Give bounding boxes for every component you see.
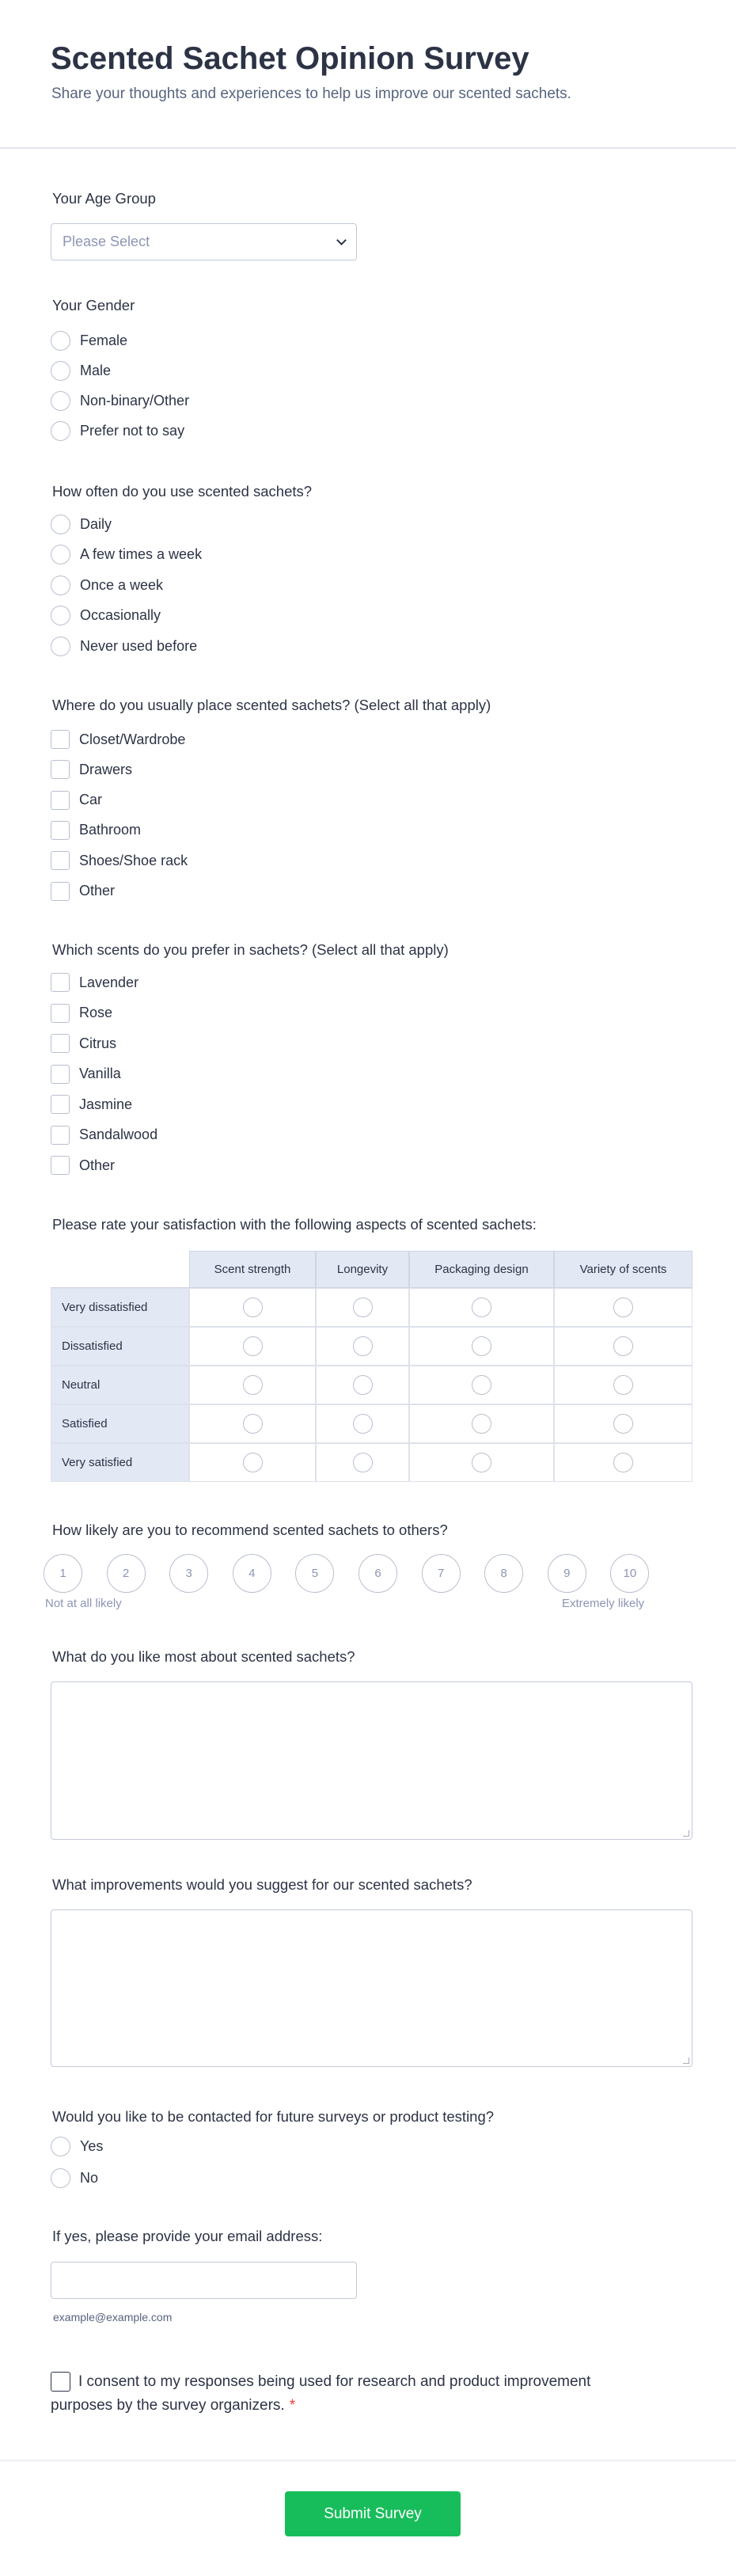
gender-option[interactable]: [51, 390, 189, 412]
satisfaction-matrix: [51, 1251, 692, 1482]
placement-option-label: Bathroom: [79, 822, 142, 838]
scents-option-label: Rose: [79, 1005, 113, 1020]
scale-option-9[interactable]: 9: [548, 1554, 586, 1593]
matrix-radio[interactable]: [613, 1297, 633, 1317]
placement-option-label: Other: [79, 883, 116, 899]
placement-option[interactable]: [51, 819, 141, 842]
matrix-cell[interactable]: [316, 1366, 409, 1404]
page-title: Scented Sachet Opinion Survey: [51, 41, 529, 76]
matrix-radio[interactable]: [613, 1375, 633, 1395]
age-group-label: Your Age Group: [52, 190, 156, 207]
checkbox[interactable]: [51, 1126, 70, 1145]
frequency-option-label: Occasionally: [80, 607, 161, 623]
contact-option[interactable]: [51, 2167, 98, 2189]
likes-label: What do you like most about scented sachets?: [52, 1648, 355, 1665]
improvements-label: What improvements would you suggest for our scented sachets?: [52, 1876, 472, 1893]
matrix-row: [51, 1327, 692, 1366]
matrix-column-header: Packaging design: [409, 1251, 554, 1288]
scents-option-label: Jasmine: [79, 1096, 133, 1112]
scents-option[interactable]: [51, 1093, 132, 1115]
gender-option[interactable]: [51, 359, 111, 382]
matrix-cell[interactable]: [409, 1366, 554, 1404]
placement-option[interactable]: [51, 728, 185, 750]
contact-option-label: Yes: [80, 2137, 104, 2154]
checkbox[interactable]: [51, 821, 70, 840]
age-group-placeholder: Please Select: [63, 234, 150, 249]
radio-button[interactable]: [51, 361, 70, 381]
placement-option-label: Shoes/Shoe rack: [79, 852, 188, 868]
frequency-option-label: Once a week: [80, 576, 164, 593]
scents-option[interactable]: [51, 1002, 112, 1024]
matrix-radio[interactable]: [613, 1453, 633, 1472]
matrix-radio[interactable]: [353, 1414, 373, 1434]
scale-option-8[interactable]: 8: [484, 1554, 523, 1593]
scents-option[interactable]: [51, 1032, 116, 1054]
matrix-radio[interactable]: [353, 1336, 373, 1356]
radio-button[interactable]: [51, 421, 70, 441]
scale-option-7[interactable]: 7: [422, 1554, 461, 1593]
scents-option[interactable]: [51, 971, 138, 994]
scents-option[interactable]: [51, 1154, 115, 1176]
matrix-row-label: Satisfied: [51, 1404, 189, 1443]
chevron-down-icon: [336, 235, 347, 245]
matrix-row: [51, 1366, 692, 1404]
scale-option-4[interactable]: 4: [233, 1554, 271, 1593]
scale-option-10[interactable]: 10: [610, 1554, 649, 1593]
matrix-cell[interactable]: [409, 1327, 554, 1366]
checkbox[interactable]: [51, 973, 70, 992]
matrix-cell[interactable]: [554, 1404, 692, 1443]
matrix-cell[interactable]: [316, 1443, 409, 1482]
page-subtitle: Share your thoughts and experiences to help us improve our scented sachets.: [51, 85, 571, 102]
email-input[interactable]: [51, 2262, 357, 2299]
matrix-row-label: Very dissatisfied: [51, 1288, 189, 1327]
matrix-radio[interactable]: [613, 1414, 633, 1434]
matrix-radio[interactable]: [472, 1453, 491, 1472]
placement-option[interactable]: [51, 880, 115, 902]
matrix-cell[interactable]: [554, 1443, 692, 1482]
frequency-option[interactable]: [51, 605, 161, 627]
checkbox[interactable]: [51, 1034, 70, 1053]
matrix-cell[interactable]: [409, 1288, 554, 1327]
resize-handle-icon[interactable]: [683, 1830, 689, 1837]
scents-option-label: Lavender: [79, 974, 139, 990]
frequency-option-label: A few times a week: [80, 546, 203, 562]
likes-textarea[interactable]: [51, 1681, 692, 1840]
email-hint: example@example.com: [53, 2311, 173, 2323]
scale-low-label: Not at all likely: [45, 1597, 122, 1610]
matrix-cell[interactable]: [189, 1288, 316, 1327]
checkbox[interactable]: [51, 791, 70, 810]
required-mark: *: [289, 2397, 296, 2414]
recommend-label: How likely are you to recommend scented sachets to others?: [52, 1522, 448, 1538]
scents-option-label: Sandalwood: [79, 1127, 158, 1142]
matrix-cell[interactable]: [409, 1404, 554, 1443]
scents-option[interactable]: [51, 1124, 157, 1146]
placement-label: Where do you usually place scented sachets? (Select all that apply): [52, 697, 491, 713]
header-divider: [0, 147, 736, 149]
contact-label: Would you like to be contacted for future surveys or product testing?: [52, 2108, 495, 2125]
scents-option[interactable]: [51, 1063, 121, 1085]
contact-option[interactable]: [51, 2135, 103, 2157]
gender-option-label: Prefer not to say: [80, 423, 185, 439]
consent-checkbox[interactable]: [51, 2372, 70, 2392]
checkbox[interactable]: [51, 1095, 70, 1114]
matrix-cell[interactable]: [316, 1288, 409, 1327]
checkbox[interactable]: [51, 1004, 70, 1023]
consent-text: I consent to my responses being used for research and product improvement purposes by the survey organizers.: [51, 2373, 591, 2414]
matrix-radio[interactable]: [353, 1375, 373, 1395]
matrix-cell[interactable]: [316, 1327, 409, 1366]
matrix-row-label: Neutral: [51, 1366, 189, 1404]
matrix-corner: [51, 1251, 189, 1288]
matrix-radio[interactable]: [243, 1453, 263, 1472]
scale-option-1[interactable]: 1: [44, 1554, 82, 1593]
placement-option-label: Car: [79, 792, 103, 808]
matrix-radio[interactable]: [472, 1336, 491, 1356]
matrix-cell[interactable]: [189, 1366, 316, 1404]
frequency-option[interactable]: [51, 574, 163, 596]
matrix-radio[interactable]: [472, 1414, 491, 1434]
checkbox[interactable]: [51, 882, 70, 901]
matrix-row-label: Dissatisfied: [51, 1327, 189, 1366]
matrix-cell[interactable]: [554, 1288, 692, 1327]
frequency-option[interactable]: [51, 635, 197, 657]
matrix-column-header: Variety of scents: [554, 1251, 692, 1288]
placement-option[interactable]: [51, 789, 102, 811]
matrix-row: [51, 1443, 692, 1482]
scents-option-label: Vanilla: [79, 1066, 121, 1081]
resize-handle-icon[interactable]: [683, 2057, 689, 2064]
improvements-textarea[interactable]: [51, 1909, 692, 2067]
scale-option-5[interactable]: 5: [295, 1554, 334, 1593]
matrix-cell[interactable]: [409, 1443, 554, 1482]
frequency-label: How often do you use scented sachets?: [52, 483, 313, 500]
gender-option-label: Male: [80, 362, 112, 378]
checkbox[interactable]: [51, 760, 70, 779]
gender-option[interactable]: [51, 420, 184, 443]
matrix-row: [51, 1288, 692, 1327]
age-group-select[interactable]: [51, 223, 357, 260]
radio-button[interactable]: [51, 515, 70, 534]
radio-button[interactable]: [51, 576, 70, 595]
checkbox[interactable]: [51, 851, 70, 870]
matrix-row-label: Very satisfied: [51, 1443, 189, 1482]
matrix-radio[interactable]: [243, 1336, 263, 1356]
consent-row: [51, 2370, 620, 2418]
matrix-label: Please rate your satisfaction with the following aspects of scented sachets:: [52, 1216, 537, 1233]
checkbox[interactable]: [51, 1156, 70, 1175]
matrix-radio[interactable]: [243, 1414, 263, 1434]
placement-option-label: Closet/Wardrobe: [79, 731, 186, 747]
frequency-option-label: Never used before: [80, 637, 198, 654]
gender-option-label: Non-binary/Other: [80, 393, 190, 409]
matrix-row: [51, 1404, 692, 1443]
radio-button[interactable]: [51, 636, 70, 656]
scale-option-3[interactable]: 3: [169, 1554, 208, 1593]
matrix-column-header: Scent strength: [189, 1251, 316, 1288]
gender-option[interactable]: [51, 329, 127, 351]
gender-label: Your Gender: [52, 297, 135, 313]
scale-option-6[interactable]: 6: [359, 1554, 397, 1593]
placement-option[interactable]: [51, 758, 132, 781]
matrix-cell[interactable]: [554, 1366, 692, 1404]
matrix-radio[interactable]: [243, 1375, 263, 1395]
checkbox[interactable]: [51, 1065, 70, 1084]
scale-high-label: Extremely likely: [562, 1597, 645, 1610]
matrix-radio[interactable]: [472, 1375, 491, 1395]
scents-option-label: Citrus: [79, 1035, 117, 1051]
scents-label: Which scents do you prefer in sachets? (Select all that apply): [52, 941, 449, 958]
matrix-radio[interactable]: [243, 1297, 263, 1317]
matrix-cell[interactable]: [189, 1443, 316, 1482]
scents-option-label: Other: [79, 1157, 116, 1173]
footer-divider: [0, 2460, 736, 2461]
matrix-radio[interactable]: [613, 1336, 633, 1356]
email-label: If yes, please provide your email address:: [52, 2228, 323, 2244]
radio-button[interactable]: [51, 391, 70, 411]
submit-survey-button[interactable]: Submit Survey: [285, 2491, 461, 2536]
matrix-cell[interactable]: [316, 1404, 409, 1443]
matrix-radio[interactable]: [353, 1453, 373, 1472]
placement-option[interactable]: [51, 849, 188, 872]
matrix-radio[interactable]: [353, 1297, 373, 1317]
matrix-column-header: Longevity: [316, 1251, 409, 1288]
frequency-option-label: Daily: [80, 515, 112, 532]
matrix-radio[interactable]: [472, 1297, 491, 1317]
frequency-option[interactable]: [51, 544, 202, 566]
radio-button[interactable]: [51, 2137, 70, 2156]
radio-button[interactable]: [51, 2168, 70, 2188]
radio-button[interactable]: [51, 331, 70, 351]
contact-option-label: No: [80, 2169, 99, 2186]
matrix-cell[interactable]: [189, 1404, 316, 1443]
radio-button[interactable]: [51, 545, 70, 564]
matrix-cell[interactable]: [554, 1327, 692, 1366]
matrix-cell[interactable]: [189, 1327, 316, 1366]
radio-button[interactable]: [51, 606, 70, 625]
scale-option-2[interactable]: 2: [107, 1554, 146, 1593]
gender-option-label: Female: [80, 332, 128, 348]
checkbox[interactable]: [51, 730, 70, 749]
frequency-option[interactable]: [51, 513, 112, 535]
placement-option-label: Drawers: [79, 761, 133, 777]
